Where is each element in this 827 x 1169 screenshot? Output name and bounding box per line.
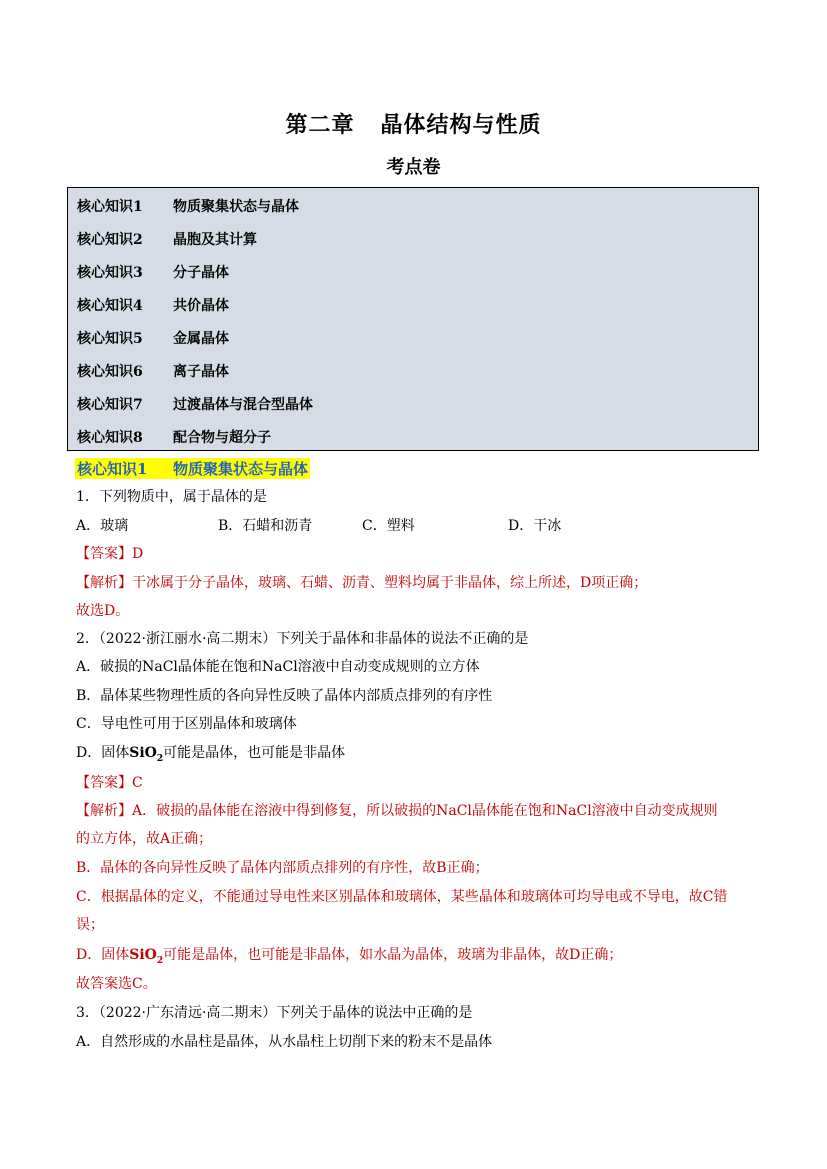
toc-item-7: 核心知识7 过渡晶体与混合型晶体 [77,397,313,413]
q2-answer: 【答案】C [76,775,143,791]
q1-option-a: A．玻璃 [76,518,129,534]
section-heading: 核心知识1 物质聚集状态与晶体 [77,460,309,478]
formula-sio2: SiO$_2$ [129,745,164,764]
q1-option-c: C．塑料 [362,518,415,534]
toc-item-8: 核心知识8 配合物与超分子 [77,430,271,446]
q2-option-b: B．晶体某些物理性质的各向异性反映了晶体内部质点排列的有序性 [76,688,493,704]
chapter-title: 晶体结构与性质 [380,112,542,138]
toc-item-1: 核心知识1 物质聚集状态与晶体 [77,199,299,215]
q2-analysis-a: 【解析】A．破损的晶体能在溶液中得到修复，所以破损的NaCl晶体能在饱和NaCl溶液中自动变成规则 [76,803,718,819]
q2-analysis-d: D．固体SiO$_2$可能是晶体，也可能是非晶体，如水晶为晶体，玻璃为非晶体，故D正确； [76,947,623,966]
page-subtitle: 考点卷 [386,157,441,178]
q1-option-d: D．干冰 [508,518,562,534]
q3-option-a: A．自然形成的水晶柱是晶体，从水晶柱上切削下来的粉末不是晶体 [76,1034,493,1050]
toc-item-6: 核心知识6 离子晶体 [77,364,229,380]
q1-conclusion: 故选D。 [76,603,130,619]
q2-option-c: C．导电性可用于区别晶体和玻璃体 [76,716,297,732]
toc-item-4: 核心知识4 共价晶体 [77,298,229,314]
toc-item-3: 核心知识3 分子晶体 [77,265,229,281]
q2-option-a: A．破损的NaCl晶体能在饱和NaCl溶液中自动变成规则的立方体 [76,659,480,675]
q2-analysis-b: B．晶体的各向异性反映了晶体内部质点排列的有序性，故B正确； [76,860,489,876]
q2-analysis-a-cont: 的立方体，故A正确； [76,831,213,847]
q1-stem: 1．下列物质中，属于晶体的是 [76,489,267,505]
formula-sio2: SiO$_2$ [129,947,164,966]
q2-conclusion: 故答案选C。 [76,976,157,992]
chapter-number: 第二章 [285,112,355,138]
q2-analysis-c-cont: 误； [76,917,104,933]
toc-item-2: 核心知识2 晶胞及其计算 [77,232,257,248]
q1-analysis: 【解析】干冰属于分子晶体，玻璃、石蜡、沥青、塑料均属于非晶体，综上所述，D项正确； [76,575,648,591]
q2-stem: 2．（2022·浙江丽水·高二期末）下列关于晶体和非晶体的说法不正确的是 [76,631,529,647]
q1-option-b: B．石蜡和沥青 [218,518,313,534]
q2-option-d: D．固体SiO$_2$可能是晶体，也可能是非晶体 [76,745,346,764]
toc-box [67,187,759,451]
q2-analysis-c: C．根据晶体的定义，不能通过导电性来区别晶体和玻璃体，某些晶体和玻璃体可均导电或不导电，故C错 [76,889,728,905]
toc-item-5: 核心知识5 金属晶体 [77,331,229,347]
page-title [0,108,827,139]
q3-stem: 3．（2022·广东清远·高二期末）下列关于晶体的说法中正确的是 [76,1005,473,1021]
q1-answer: 【答案】D [76,546,144,562]
